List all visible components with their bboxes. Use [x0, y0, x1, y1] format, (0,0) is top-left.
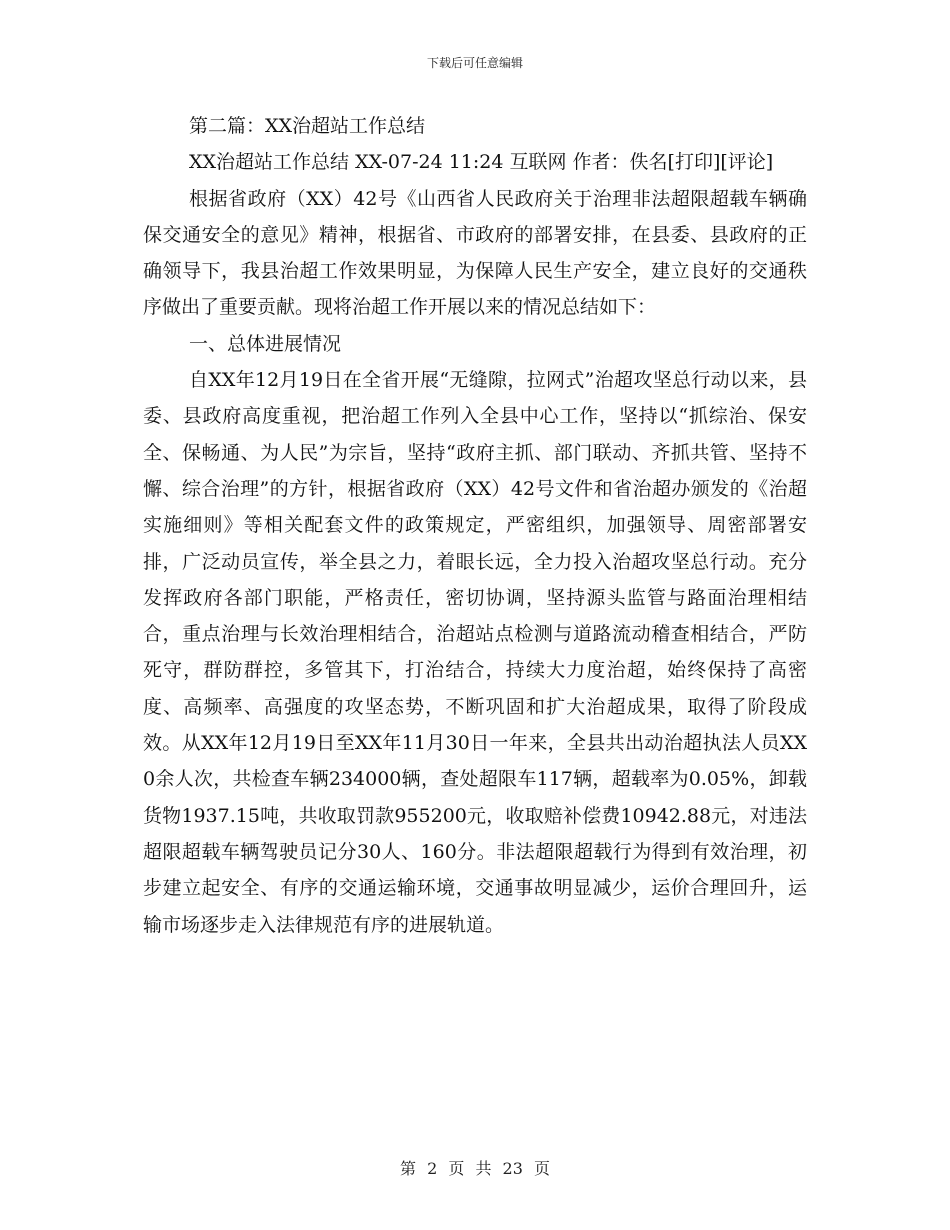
document-byline: XX治超站工作总结 XX-07-24 11:24 互联网 作者：佚名[打印][评论]: [189, 151, 774, 174]
section-heading: 一、总体进展情况: [189, 332, 342, 355]
section-body-paragraph: 自XX年12月19日在全省开展“无缝隙，拉网式”治超攻坚总行动以来，县委、县政府高度重视，把治超工作列入全县中心工作，坚持以“抓综治、保安全、保畅通、为人民”为宗旨，坚持“政府主抓、部门联动、齐抓共管、坚持不懈、综合治理”的方针，根据省政府（XX）42号文件和省治超办颁发的《治超实施细则》等相关配套文件的政策规定，严密组织，加强领导、周密部署安排，广泛动员宣传，举全县之力，着眼长远，全力投入治超攻坚总行动。充分发挥政府各部门职能，严格责任，密切协调，坚持源头监管与路面治理相结合，重点治理与长效治理相结合，治超站点检测与道路流动稽查相结合，严防死守，群防群控，多管其下，打治结合，持续大力度治超，始终保持了高密度、高频率、高强度的攻坚态势，不断巩固和扩大治超成果，取得了阶段成效。从XX年12月19日至XX年11月30日一年来，全县共出动治超执法人员XX0余人次，共检查车辆234000辆，查处超限车117辆，超载率为0.05%，卸载货物1937.15吨，共收取罚款955200元，收取赔补偿费10942.88元，对违法超限超载车辆驾驶员记分30人、160分。非法超限超载行为得到有效治理，初步建立起安全、有序的交通运输环境，交通事故明显减少，运价合理回升，运输市场逐步走入法律规范有序的进展轨道。: [143, 369, 807, 936]
document-body: [143, 108, 807, 943]
intro-paragraph: 根据省政府（XX）42号《山西省人民政府关于治理非法超限超载车辆确保交通安全的意见》精神，根据省、市政府的部署安排，在县委、县政府的正确领导下，我县治超工作效果明显，为保障人民生产安全，建立良好的交通秩序做出了重要贡献。现将治超工作开展以来的情况总结如下：: [143, 187, 807, 319]
document-title: 第二篇：XX治超站工作总结: [189, 115, 426, 137]
page-number-footer: 第 2 页 共 23 页: [400, 1159, 550, 1178]
page-header-note: 下载后可任意编辑: [426, 56, 523, 70]
